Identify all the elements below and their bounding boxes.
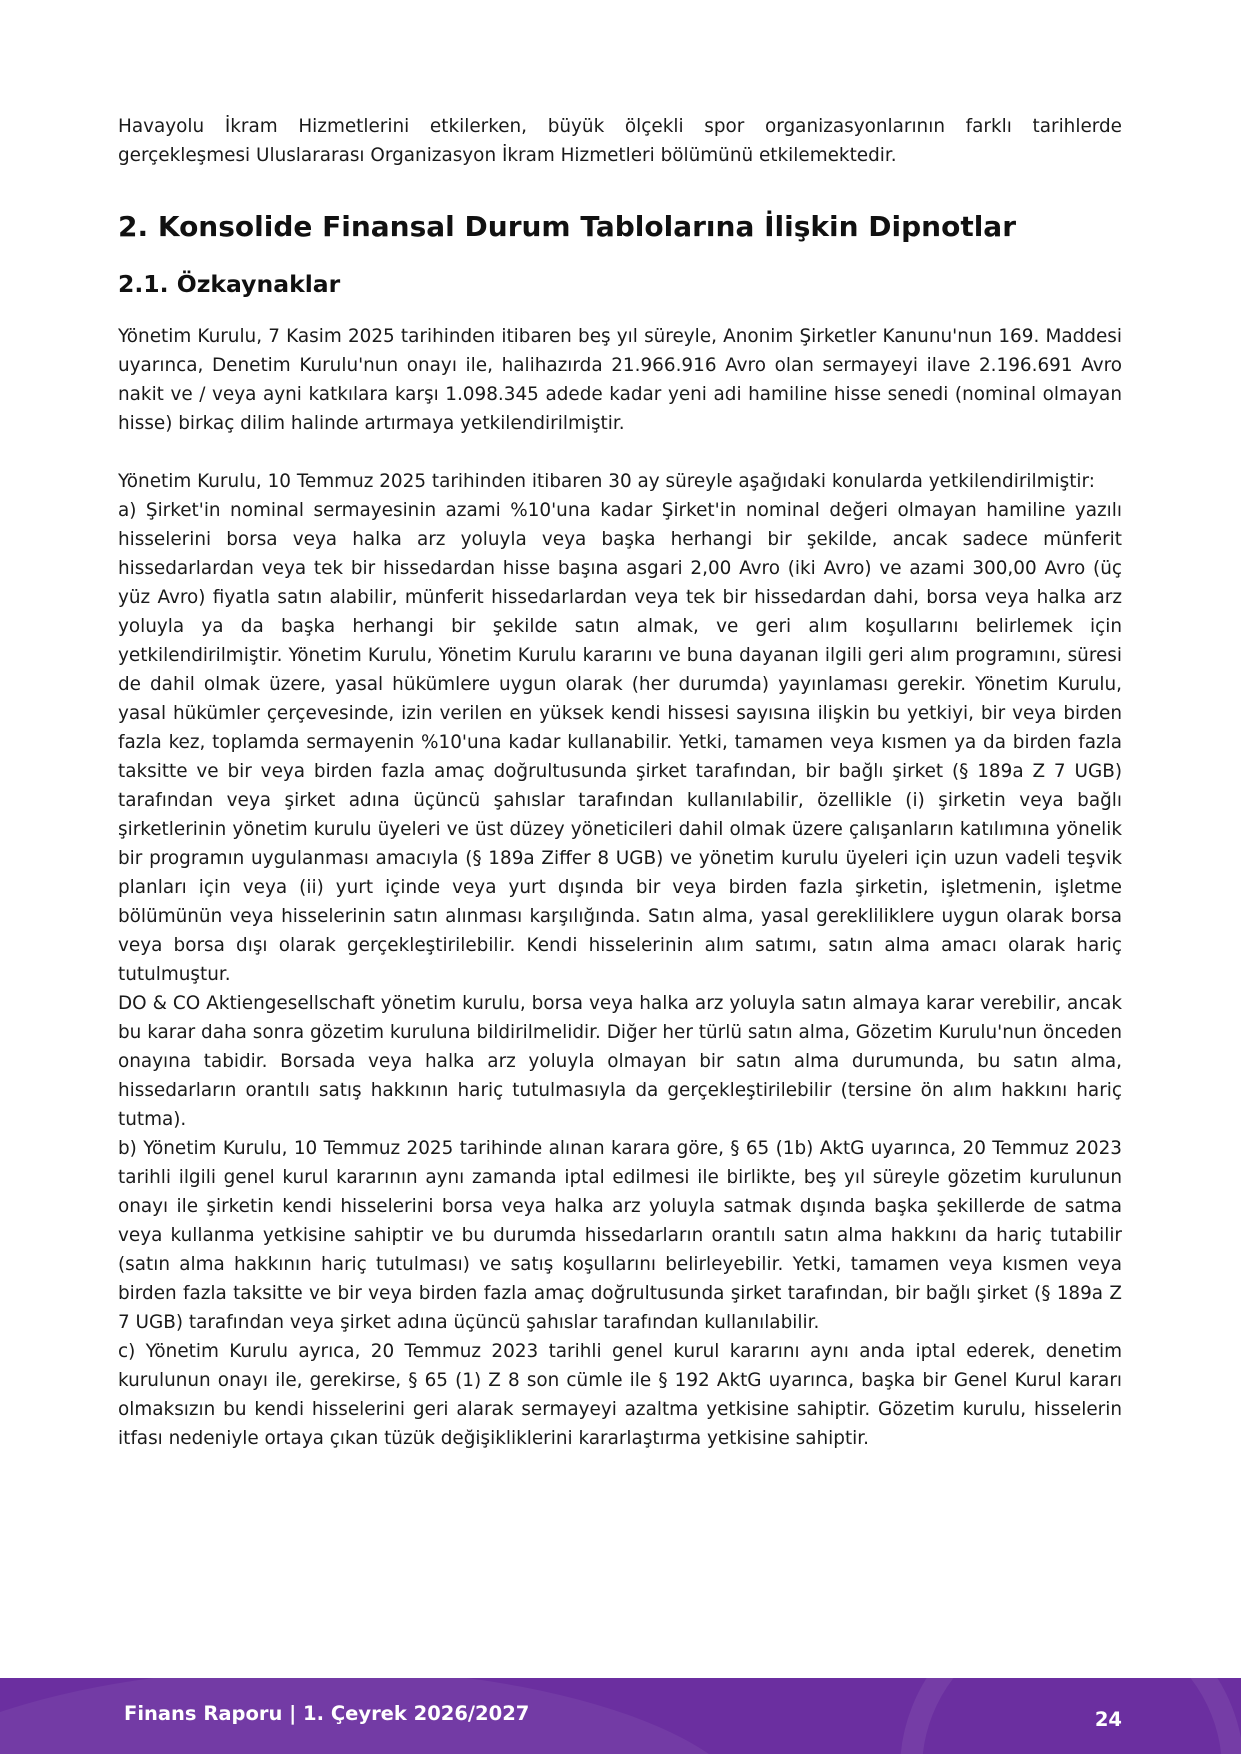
equity-paragraph-item-c: c) Yönetim Kurulu ayrıca, 20 Temmuz 2023 tarihli genel kurul kararını aynı anda iptal ederek, denetim kurulunun onayı ile, gerekirse, § 65 (1) Z 8 son cümle ile § 192 AktG uyarınca, başka bir Genel Kurul kararı olmaksızın bu kendi hisselerini geri alarak sermayeyi azaltma yetkisine sahiptir. Gözetim kurulu, hisselerin itfası nedeniyle ortaya çıkan tüzük değişikliklerini kararlaştırma yetkisine sahiptir. <box>118 1341 1122 1449</box>
footer-report-title: Finans Raporu | 1. Çeyrek 2026/2027 <box>124 1702 530 1725</box>
subsection-title: 2.1. Özkaynaklar <box>118 270 341 298</box>
intro-paragraph: Havayolu İkram Hizmetlerini etkilerken, büyük ölçekli spor organizasyonlarının farklı tarihlerde gerçekleşmesi Uluslararası Organizasyon İkram Hizmetleri bölümünü etkilemektedir. <box>118 116 1122 166</box>
section-title: 2. Konsolide Finansal Durum Tablolarına İlişkin Dipnotlar <box>118 210 1017 243</box>
page-number: 24 <box>1094 1708 1122 1731</box>
equity-paragraph-item-a: a) Şirket'in nominal sermayesinin azami %10'una kadar Şirket'in nominal değeri olmayan hamiline yazılı hisselerini borsa veya halka arz yoluyla veya başka herhangi bir şekilde, ancak sadece münferit hissedarlardan veya tek bir hissedardan hisse başına asgari 2,00 Avro (iki Avro) ve azami 300,00 Avro (üç yüz Avro) fiyatla satın alabilir, münferit hissedarlardan veya tek bir hissedardan dahi, borsa veya halka arz yoluyla ya da başka herhangi bir şekilde satın almak, ve geri alım koşullarını belirlemek için yetkilendirilmiştir. Yönetim Kurulu, Yönetim Kurulu kararını ve buna dayanan ilgili geri alım programını, süresi de dahil olmak üzere, yasal hükümlere uygun olarak (her durumda) yayınlaması gerekir. Yönetim Kurulu, yasal hükümler çerçevesinde, izin verilen en yüksek kendi hissesi sayısına ilişkin bu yetkiyi, bir veya birden fazla kez, toplamda sermayenin %10'una kadar kullanabilir. Yetki, tamamen veya kısmen ya da birden fazla taksitte ve bir veya birden fazla amaç doğrultusunda şirket tarafından, bir bağlı şirket (§ 189a Z 7 UGB) tarafından veya şirket adına üçüncü şahıslar tarafından kullanılabilir, özellikle (i) şirketin veya bağlı şirketlerinin yönetim kurulu üyeleri ve üst düzey yöneticileri dahil olmak üzere çalışanların katılımına yönelik bir programın uygulanması amacıyla (§ 189a Ziffer 8 UGB) ve yönetim kurulu üyeleri için uzun vadeli teşvik planları için veya (ii) yurt içinde veya yurt dışında bir veya birden fazla şirketin, işletmenin, işletme bölümünün veya hisselerinin satın alınması karşılığında. Satın alma, yasal gerekliliklere uygun olarak borsa veya borsa dışı olarak gerçekleştirilebilir. Kendi hisselerinin alım satımı, satın alma amacı olarak hariç tutulmuştur. <box>118 500 1122 985</box>
document-body <box>118 112 1122 1453</box>
page-footer <box>0 1678 1241 1754</box>
equity-paragraph-capital-increase: Yönetim Kurulu, 7 Kasim 2025 tarihinden itibaren beş yıl süreyle, Anonim Şirketler Kanunu'nun 169. Maddesi uyarınca, Denetim Kurulu'nun onayı ile, halihazırda 21.966.916 Avro olan sermayeyi ilave 2.196.691 Avro nakit ve / veya ayni katkılara karşı 1.098.345 adede kadar yeni adi hamiline hisse senedi (nominal olmayan hisse) birkaç dilim halinde artırmaya yetkilendirilmiştir. <box>118 326 1122 434</box>
equity-paragraph-item-b: b) Yönetim Kurulu, 10 Temmuz 2025 tarihinde alınan karara göre, § 65 (1b) AktG uyarınca, 20 Temmuz 2023 tarihli ilgili genel kurul kararının aynı zamanda iptal edilmesi ile birlikte, beş yıl süreyle gözetim kurulunun onayı ile şirketin kendi hisselerini borsa veya halka arz yoluyla satmak dışında başka şekillerde de satma veya kullanma yetkisine sahiptir ve bu durumda hissedarların orantılı satın alma hakkını da hariç tutabilir (satın alma hakkının hariç tutulması) ve satış koşullarını belirleyebilir. Yetki, tamamen veya kısmen veya birden fazla taksitte ve bir veya birden fazla amaç doğrultusunda şirket tarafından, bir bağlı şirket (§ 189a Z 7 UGB) tarafından veya şirket adına üçüncü şahıslar tarafından kullanılabilir. <box>118 1138 1122 1333</box>
equity-paragraph-authorization-intro: Yönetim Kurulu, 10 Temmuz 2025 tarihinden itibaren 30 ay süreyle aşağıdaki konularda yetkilendirilmiştir: <box>118 471 1095 492</box>
footer-decoration-ring <box>900 1678 1241 1754</box>
equity-paragraph-board-purchase: DO & CO Aktiengesellschaft yönetim kurulu, borsa veya halka arz yoluyla satın almaya karar verebilir, ancak bu karar daha sonra gözetim kuruluna bildirilmelidir. Diğer her türlü satın alma, Gözetim Kurulu'nun önceden onayına tabidir. Borsada veya halka arz yoluyla olmayan bir satın alma durumunda, bu satın alma, hissedarların orantılı satış hakkının hariç tutulmasıyla da gerçekleştirilebilir (tersine ön alım hakkını hariç tutma). <box>118 993 1122 1130</box>
